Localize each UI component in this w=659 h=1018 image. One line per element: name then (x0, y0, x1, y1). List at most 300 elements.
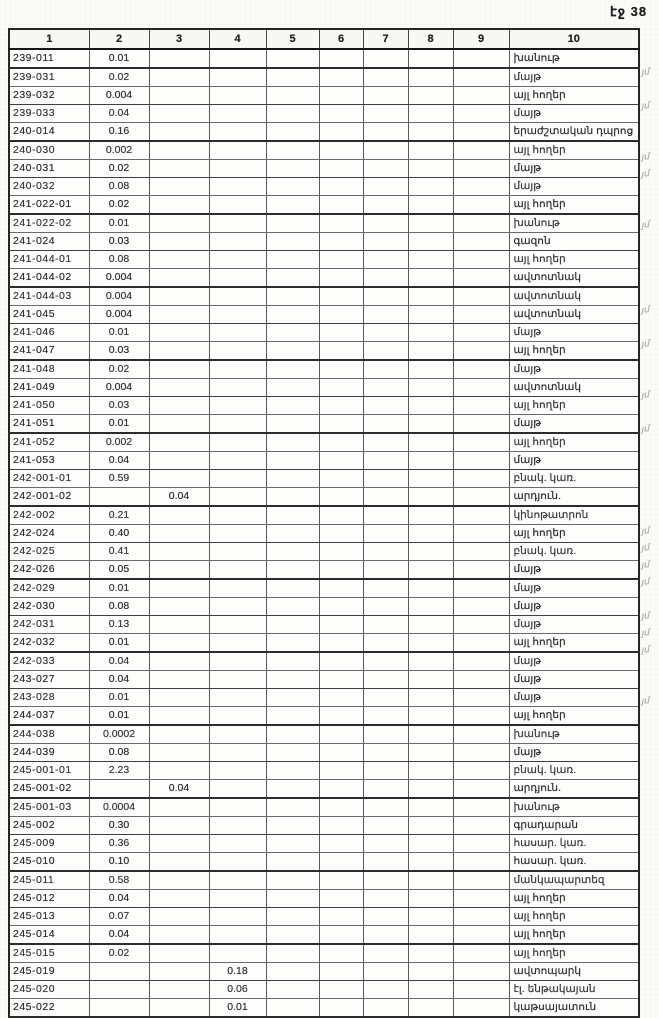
value-cell (209, 196, 266, 215)
empty-cell (453, 561, 509, 580)
parcel-code: 245-011 (9, 871, 89, 890)
value-cell (209, 543, 266, 561)
empty-cell (408, 543, 453, 561)
empty-cell (319, 963, 363, 981)
parcel-code: 245-019 (9, 963, 89, 981)
value-cell (209, 525, 266, 543)
value-cell (209, 269, 266, 288)
empty-cell (363, 452, 408, 470)
land-use-label: մայթ (509, 579, 639, 598)
land-use-label: մայթ (509, 178, 639, 196)
empty-cell (319, 379, 363, 397)
empty-cell (363, 725, 408, 744)
value-cell: 0.01 (89, 214, 149, 233)
value-cell: 2.23 (89, 762, 149, 780)
value-cell: 0.08 (89, 251, 149, 269)
empty-cell (319, 908, 363, 926)
margin-mark: յմ (640, 99, 650, 111)
value-cell (209, 762, 266, 780)
land-use-label: հասար. կառ. (509, 835, 639, 853)
value-cell (209, 871, 266, 890)
empty-cell (266, 470, 319, 488)
empty-cell (319, 397, 363, 415)
table-row (9, 525, 639, 543)
empty-cell (266, 196, 319, 215)
value-cell: 0.59 (89, 470, 149, 488)
value-cell (149, 616, 209, 634)
empty-cell (453, 123, 509, 142)
land-use-label: ավտոտնակ (509, 306, 639, 324)
land-use-label: արդյուն. (509, 780, 639, 799)
table-row (9, 926, 639, 945)
value-cell (149, 817, 209, 835)
empty-cell (363, 689, 408, 707)
empty-cell (408, 853, 453, 872)
parcel-code: 244-038 (9, 725, 89, 744)
land-use-label: էլ. ենթակայան (509, 981, 639, 999)
empty-cell (363, 762, 408, 780)
empty-cell (363, 269, 408, 288)
value-cell (209, 105, 266, 123)
empty-cell (363, 342, 408, 361)
value-cell: 0.40 (89, 525, 149, 543)
empty-cell (319, 452, 363, 470)
empty-cell (363, 999, 408, 1018)
empty-cell (453, 871, 509, 890)
value-cell (149, 561, 209, 580)
empty-cell (453, 908, 509, 926)
empty-cell (363, 251, 408, 269)
empty-cell (319, 762, 363, 780)
empty-cell (266, 890, 319, 908)
empty-cell (453, 379, 509, 397)
value-cell (149, 379, 209, 397)
empty-cell (453, 707, 509, 726)
value-cell (149, 671, 209, 689)
value-cell (149, 506, 209, 525)
value-cell (149, 652, 209, 671)
value-cell: 0.04 (149, 488, 209, 507)
parcel-code: 242-029 (9, 579, 89, 598)
value-cell: 0.21 (89, 506, 149, 525)
value-cell (209, 634, 266, 653)
value-cell (149, 269, 209, 288)
empty-cell (453, 963, 509, 981)
empty-cell (266, 798, 319, 817)
value-cell (149, 397, 209, 415)
table-row (9, 433, 639, 452)
empty-cell (408, 433, 453, 452)
empty-cell (319, 543, 363, 561)
table-row (9, 49, 639, 68)
value-cell: 0.36 (89, 835, 149, 853)
value-cell (209, 944, 266, 963)
parcel-code: 245-001-03 (9, 798, 89, 817)
table-row (9, 324, 639, 342)
empty-cell (266, 689, 319, 707)
value-cell (149, 105, 209, 123)
parcel-code: 241-050 (9, 397, 89, 415)
table-row (9, 725, 639, 744)
land-use-label: բնակ. կառ. (509, 762, 639, 780)
empty-cell (319, 160, 363, 178)
table-row (9, 269, 639, 288)
empty-cell (453, 452, 509, 470)
empty-cell (408, 725, 453, 744)
value-cell: 0.03 (89, 397, 149, 415)
column-header: 7 (363, 29, 408, 49)
land-parcel-table (8, 28, 640, 1018)
empty-cell (266, 725, 319, 744)
value-cell (149, 744, 209, 762)
land-use-label: մայթ (509, 68, 639, 87)
table-row (9, 744, 639, 762)
value-cell: 0.08 (89, 744, 149, 762)
value-cell: 0.03 (89, 233, 149, 251)
empty-cell (408, 233, 453, 251)
value-cell: 0.16 (89, 123, 149, 142)
empty-cell (408, 871, 453, 890)
parcel-code: 241-045 (9, 306, 89, 324)
empty-cell (319, 470, 363, 488)
empty-cell (363, 908, 408, 926)
table-row (9, 689, 639, 707)
land-use-label: այլ հողեր (509, 634, 639, 653)
empty-cell (319, 433, 363, 452)
parcel-code: 241-044-02 (9, 269, 89, 288)
parcel-code: 241-049 (9, 379, 89, 397)
empty-cell (266, 287, 319, 306)
margin-mark: յմ (640, 218, 650, 230)
parcel-code: 244-039 (9, 744, 89, 762)
empty-cell (363, 233, 408, 251)
empty-cell (266, 525, 319, 543)
land-use-label: այլ հողեր (509, 525, 639, 543)
empty-cell (453, 342, 509, 361)
empty-cell (363, 944, 408, 963)
empty-cell (408, 798, 453, 817)
empty-cell (453, 798, 509, 817)
column-header: 8 (408, 29, 453, 49)
value-cell (149, 871, 209, 890)
value-cell: 0.41 (89, 543, 149, 561)
parcel-code: 239-032 (9, 87, 89, 105)
empty-cell (363, 634, 408, 653)
land-use-label: հասար. կառ. (509, 853, 639, 872)
value-cell (209, 890, 266, 908)
value-cell (149, 433, 209, 452)
empty-cell (319, 105, 363, 123)
land-use-label: ավտոպարկ (509, 963, 639, 981)
value-cell (209, 415, 266, 434)
empty-cell (408, 981, 453, 999)
table-row (9, 853, 639, 872)
empty-cell (319, 817, 363, 835)
empty-cell (266, 214, 319, 233)
empty-cell (408, 634, 453, 653)
table-row (9, 415, 639, 434)
value-cell (209, 853, 266, 872)
value-cell (209, 160, 266, 178)
land-use-label: կաթսայատուն (509, 999, 639, 1018)
empty-cell (408, 123, 453, 142)
parcel-code: 242-001-01 (9, 470, 89, 488)
value-cell: 0.01 (89, 634, 149, 653)
empty-cell (408, 141, 453, 160)
empty-cell (453, 525, 509, 543)
margin-mark: յմ (640, 167, 650, 179)
value-cell (209, 652, 266, 671)
empty-cell (453, 269, 509, 288)
land-use-label: խանութ (509, 214, 639, 233)
empty-cell (363, 652, 408, 671)
empty-cell (408, 324, 453, 342)
table-row (9, 123, 639, 142)
value-cell (149, 342, 209, 361)
land-use-label: այլ հողեր (509, 890, 639, 908)
empty-cell (266, 871, 319, 890)
empty-cell (453, 616, 509, 634)
table-row (9, 598, 639, 616)
empty-cell (319, 798, 363, 817)
empty-cell (319, 725, 363, 744)
value-cell: 0.04 (89, 105, 149, 123)
parcel-code: 242-033 (9, 652, 89, 671)
value-cell (209, 616, 266, 634)
value-cell: 0.18 (209, 963, 266, 981)
empty-cell (266, 488, 319, 507)
land-use-label: մայթ (509, 616, 639, 634)
value-cell (149, 890, 209, 908)
value-cell (209, 68, 266, 87)
value-cell: 0.0004 (89, 798, 149, 817)
land-use-label: մայթ (509, 689, 639, 707)
value-cell (149, 178, 209, 196)
empty-cell (453, 543, 509, 561)
empty-cell (319, 324, 363, 342)
empty-cell (266, 452, 319, 470)
value-cell (149, 963, 209, 981)
empty-cell (453, 780, 509, 799)
empty-cell (319, 981, 363, 999)
parcel-code: 245-012 (9, 890, 89, 908)
land-use-label: մայթ (509, 452, 639, 470)
parcel-code: 241-044-03 (9, 287, 89, 306)
value-cell (149, 123, 209, 142)
value-cell: 0.04 (89, 452, 149, 470)
empty-cell (266, 926, 319, 945)
value-cell: 0.0002 (89, 725, 149, 744)
empty-cell (319, 251, 363, 269)
table-row (9, 68, 639, 87)
parcel-code: 245-001-02 (9, 780, 89, 799)
empty-cell (408, 342, 453, 361)
value-cell: 0.01 (89, 49, 149, 68)
empty-cell (363, 379, 408, 397)
empty-cell (408, 397, 453, 415)
value-cell (209, 671, 266, 689)
value-cell (149, 141, 209, 160)
empty-cell (408, 525, 453, 543)
margin-mark: յմ (640, 150, 650, 162)
value-cell: 0.05 (89, 561, 149, 580)
value-cell (209, 579, 266, 598)
empty-cell (266, 780, 319, 799)
table-row (9, 251, 639, 269)
empty-cell (453, 105, 509, 123)
parcel-code: 245-013 (9, 908, 89, 926)
parcel-code: 242-032 (9, 634, 89, 653)
table-row (9, 835, 639, 853)
margin-mark: յմ (640, 609, 650, 621)
empty-cell (408, 415, 453, 434)
parcel-code: 242-001-02 (9, 488, 89, 507)
empty-cell (408, 49, 453, 68)
land-use-label: խանութ (509, 725, 639, 744)
value-cell (209, 324, 266, 342)
table-row (9, 488, 639, 507)
empty-cell (363, 616, 408, 634)
margin-marks-layer (641, 0, 659, 956)
value-cell: 0.03 (89, 342, 149, 361)
empty-cell (453, 214, 509, 233)
land-use-label: մայթ (509, 160, 639, 178)
empty-cell (266, 762, 319, 780)
parcel-code: 242-024 (9, 525, 89, 543)
value-cell (209, 141, 266, 160)
value-cell (149, 926, 209, 945)
land-use-label: մայթ (509, 671, 639, 689)
empty-cell (266, 908, 319, 926)
value-cell (149, 324, 209, 342)
empty-cell (363, 671, 408, 689)
empty-cell (453, 68, 509, 87)
empty-cell (408, 944, 453, 963)
empty-cell (453, 671, 509, 689)
land-use-label: այլ հողեր (509, 87, 639, 105)
value-cell (209, 725, 266, 744)
land-use-label: խանութ (509, 49, 639, 68)
empty-cell (319, 214, 363, 233)
empty-cell (363, 890, 408, 908)
value-cell: 0.01 (89, 707, 149, 726)
empty-cell (408, 214, 453, 233)
empty-cell (453, 817, 509, 835)
empty-cell (453, 433, 509, 452)
table-row (9, 452, 639, 470)
empty-cell (319, 269, 363, 288)
empty-cell (453, 762, 509, 780)
empty-cell (453, 196, 509, 215)
empty-cell (363, 470, 408, 488)
empty-cell (319, 671, 363, 689)
empty-cell (266, 981, 319, 999)
parcel-code: 240-032 (9, 178, 89, 196)
empty-cell (408, 652, 453, 671)
empty-cell (453, 324, 509, 342)
empty-cell (453, 287, 509, 306)
empty-cell (363, 525, 408, 543)
empty-cell (453, 251, 509, 269)
empty-cell (408, 251, 453, 269)
table-row (9, 470, 639, 488)
parcel-code: 242-025 (9, 543, 89, 561)
land-use-label: ավտոտնակ (509, 379, 639, 397)
value-cell (209, 817, 266, 835)
empty-cell (363, 963, 408, 981)
empty-cell (363, 306, 408, 324)
margin-mark: յմ (640, 303, 650, 315)
value-cell (149, 853, 209, 872)
empty-cell (319, 598, 363, 616)
value-cell (209, 926, 266, 945)
empty-cell (363, 287, 408, 306)
empty-cell (266, 543, 319, 561)
table-row (9, 780, 639, 799)
land-use-label: այլ հողեր (509, 908, 639, 926)
empty-cell (319, 871, 363, 890)
table-row (9, 87, 639, 105)
empty-cell (319, 707, 363, 726)
empty-cell (408, 908, 453, 926)
margin-mark: յմ (640, 626, 650, 638)
table-row (9, 981, 639, 999)
land-use-label: այլ հողեր (509, 944, 639, 963)
empty-cell (453, 725, 509, 744)
table-row (9, 871, 639, 890)
value-cell: 0.02 (89, 68, 149, 87)
empty-cell (363, 415, 408, 434)
value-cell: 0.02 (89, 160, 149, 178)
empty-cell (266, 561, 319, 580)
land-use-label: գրադարան (509, 817, 639, 835)
margin-mark: յմ (640, 388, 650, 400)
value-cell (209, 689, 266, 707)
empty-cell (319, 525, 363, 543)
empty-cell (408, 196, 453, 215)
value-cell (149, 233, 209, 251)
empty-cell (319, 561, 363, 580)
parcel-code: 245-015 (9, 944, 89, 963)
empty-cell (453, 579, 509, 598)
empty-cell (363, 488, 408, 507)
land-use-label: մայթ (509, 561, 639, 580)
table-row (9, 160, 639, 178)
empty-cell (319, 616, 363, 634)
empty-cell (266, 160, 319, 178)
value-cell (209, 342, 266, 361)
value-cell (149, 87, 209, 105)
empty-cell (408, 671, 453, 689)
table-row (9, 141, 639, 160)
parcel-code: 240-030 (9, 141, 89, 160)
land-use-label: երաժշտական դպրոց (509, 123, 639, 142)
value-cell (209, 123, 266, 142)
empty-cell (363, 707, 408, 726)
table-row (9, 397, 639, 415)
parcel-code: 242-026 (9, 561, 89, 580)
value-cell (209, 287, 266, 306)
empty-cell (319, 233, 363, 251)
margin-mark: յմ (640, 541, 650, 553)
value-cell (149, 251, 209, 269)
table-row (9, 963, 639, 981)
land-use-label: այլ հողեր (509, 342, 639, 361)
value-cell (149, 68, 209, 87)
margin-mark: յմ (640, 65, 650, 77)
parcel-code: 245-002 (9, 817, 89, 835)
empty-cell (408, 68, 453, 87)
